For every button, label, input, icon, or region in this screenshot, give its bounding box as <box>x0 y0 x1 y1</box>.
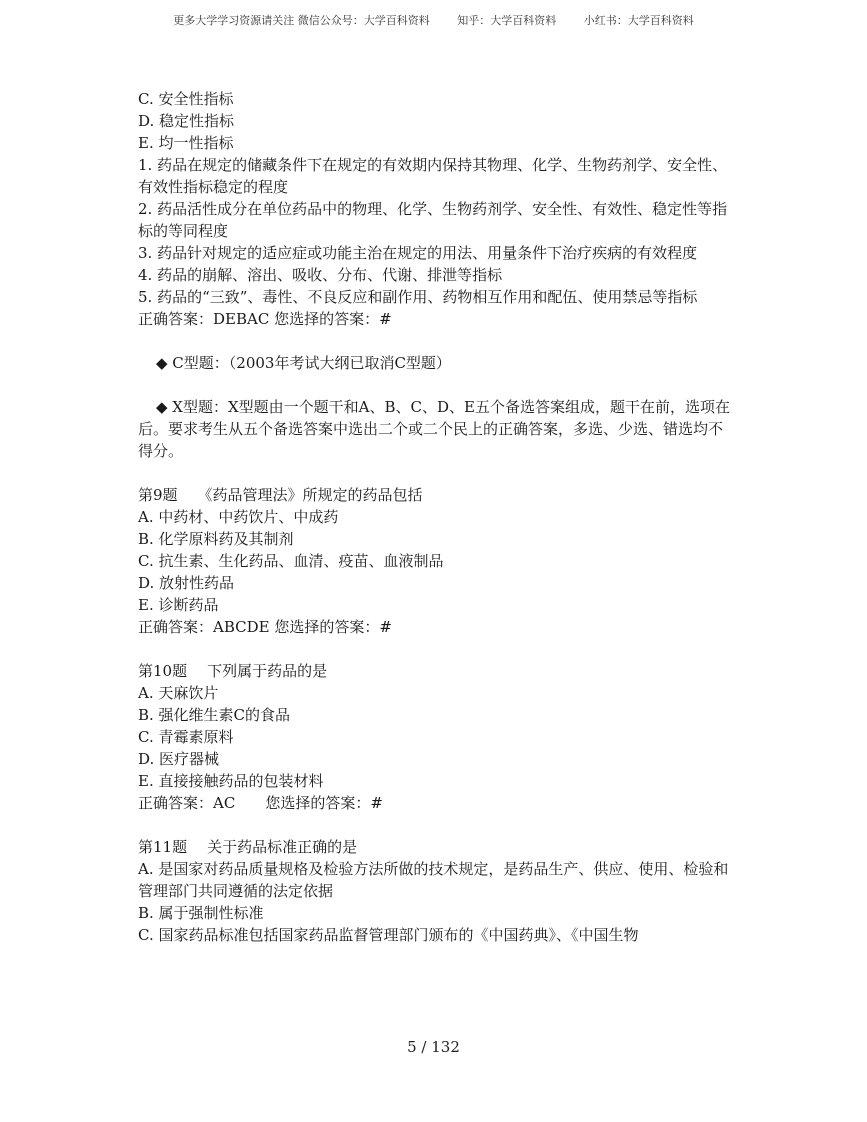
page-number: 5 / 132 <box>407 1038 460 1056</box>
option-line: D. 放射性药品 <box>138 574 235 592</box>
question-title <box>138 660 730 682</box>
c-type-note: ◆ C型题：（2003年考试大纲已取消C型题） <box>156 354 451 372</box>
header-xiaohongshu: 小红书：大学百科资料 <box>583 14 694 27</box>
option-line: C. 安全性指标 <box>138 90 234 108</box>
option-line: C. 国家药品标准包括国家药品监督管理部门颁布的《中国药典》、《中国生物 <box>138 926 639 944</box>
option-line: E. 均一性指标 <box>138 134 234 152</box>
option-line: C. 抗生素、生化药品、血清、疫苗、血液制品 <box>138 552 444 570</box>
item-line: 5. 药品的“三致”、毒性、不良反应和副作用、药物相互作用和配伍、使用禁忌等指标 <box>138 288 698 306</box>
item-line: 2. 药品活性成分在单位药品中的物理、化学、生物药剂学、安全性、有效性、稳定性等指标的等同程度 <box>138 200 728 240</box>
question-text: 下列属于药品的是 <box>207 662 328 680</box>
page-header <box>0 12 867 28</box>
item-line: 1. 药品在规定的储藏条件下在规定的有效期内保持其物理、化学、生物药剂学、安全性、有效性指标稳定的程度 <box>138 156 728 196</box>
header-zhihu: 知乎：大学百科资料 <box>457 14 557 27</box>
question-title <box>138 836 730 858</box>
item-line: 3. 药品针对规定的适应症或功能主治在规定的用法、用量条件下治疗疾病的有效程度 <box>138 244 698 262</box>
option-line: A. 中药材、中药饮片、中成药 <box>138 508 339 526</box>
question-text: 关于药品标准正确的是 <box>207 838 358 856</box>
question-number: 第9题 <box>138 486 178 504</box>
question-number: 第11题 <box>138 838 188 856</box>
question-number: 第10题 <box>138 662 188 680</box>
item-line: 4. 药品的崩解、溶出、吸收、分布、代谢、排泄等指标 <box>138 266 503 284</box>
option-line: D. 稳定性指标 <box>138 112 235 130</box>
option-line: A. 是国家对药品质量规格及检验方法所做的技术规定，是药品生产、供应、使用、检验和管理部门共同遵循的法定依据 <box>138 860 729 900</box>
x-type-note: ◆ X型题：X型题由一个题干和A、B、C、D、E五个备选答案组成，题干在前，选项在后。要求考生从五个备选答案中选出二个或二个民上的正确答案，多选、少选、错选均不得分。 <box>138 398 730 460</box>
option-line: D. 医疗器械 <box>138 750 220 768</box>
option-line: B. 化学原料药及其制剂 <box>138 530 294 548</box>
selected-answer: 您选择的答案：# <box>265 794 383 812</box>
page-content <box>138 88 730 946</box>
answer-line <box>138 792 730 814</box>
header-wechat: 更多大学学习资源请关注 微信公众号：大学百科资料 <box>173 14 430 27</box>
option-line: E. 直接接触药品的包装材料 <box>138 772 324 790</box>
option-line: B. 强化维生素C的食品 <box>138 706 291 724</box>
option-line: E. 诊断药品 <box>138 596 219 614</box>
question-text: 《药品管理法》所规定的药品包括 <box>197 486 423 504</box>
option-line: B. 属于强制性标准 <box>138 904 264 922</box>
question-title <box>138 484 730 506</box>
option-line: A. 天麻饮片 <box>138 684 219 702</box>
option-line: C. 青霉素原料 <box>138 728 234 746</box>
answer-line: 正确答案：ABCDE 您选择的答案：# <box>138 618 392 636</box>
answer-line: 正确答案：DEBAC 您选择的答案：# <box>138 310 392 328</box>
correct-answer: 正确答案：AC <box>138 794 236 812</box>
